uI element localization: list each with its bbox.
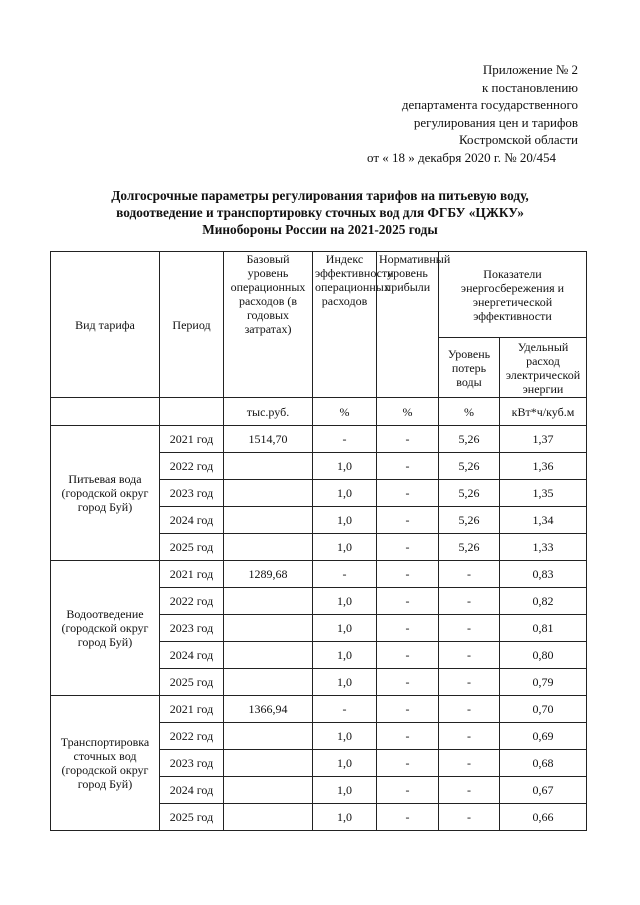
water-loss-cell: -: [439, 723, 500, 750]
electricity-cell: 1,35: [500, 480, 587, 507]
normative-profit-cell: -: [377, 777, 439, 804]
period-cell: 2023 год: [160, 615, 224, 642]
unit-water-loss: %: [439, 398, 500, 426]
water-loss-cell: -: [439, 750, 500, 777]
period-cell: 2022 год: [160, 723, 224, 750]
electricity-cell: 1,34: [500, 507, 587, 534]
period-cell: 2021 год: [160, 426, 224, 453]
tariff-type-cell: Транспортировка сточных вод (городской округ город Буй): [51, 696, 160, 831]
efficiency-index-cell: 1,0: [313, 804, 377, 831]
efficiency-index-cell: 1,0: [313, 777, 377, 804]
table-row: [51, 426, 587, 453]
base-level-cell: [224, 615, 313, 642]
water-loss-cell: 5,26: [439, 507, 500, 534]
normative-profit-cell: -: [377, 507, 439, 534]
electricity-cell: 0,70: [500, 696, 587, 723]
title-line: Долгосрочные параметры регулирования тарифов на питьевую воду,: [111, 188, 529, 203]
base-level-cell: [224, 777, 313, 804]
efficiency-index-cell: 1,0: [313, 669, 377, 696]
base-level-cell: [224, 750, 313, 777]
header-energy-group: Показатели энергосбережения и энергетической эффективности: [439, 252, 587, 338]
period-cell: 2024 год: [160, 507, 224, 534]
period-cell: 2023 год: [160, 750, 224, 777]
base-level-cell: 1514,70: [224, 426, 313, 453]
efficiency-index-cell: -: [313, 696, 377, 723]
header-efficiency-index: Индекс эффективности операционных расходов: [313, 252, 377, 398]
unit-empty: [160, 398, 224, 426]
electricity-cell: 0,67: [500, 777, 587, 804]
appendix-line: к постановлению: [481, 79, 578, 95]
normative-profit-cell: -: [377, 642, 439, 669]
normative-profit-cell: -: [377, 480, 439, 507]
normative-profit-cell: -: [377, 669, 439, 696]
header-electricity: Удельный расход электрической энергии: [500, 338, 587, 398]
appendix-header: [278, 61, 578, 167]
electricity-cell: 1,36: [500, 453, 587, 480]
header-water-loss: Уровень потерь воды: [439, 338, 500, 398]
water-loss-cell: -: [439, 777, 500, 804]
period-cell: 2021 год: [160, 561, 224, 588]
document-title: [40, 187, 600, 238]
normative-profit-cell: -: [377, 588, 439, 615]
appendix-line: регулирования цен и тарифов: [413, 114, 578, 130]
base-level-cell: [224, 480, 313, 507]
water-loss-cell: -: [439, 588, 500, 615]
electricity-cell: 1,33: [500, 534, 587, 561]
base-level-cell: [224, 453, 313, 480]
header-base-level: Базовый уровень операционных расходов (в годовых затратах): [224, 252, 313, 398]
period-cell: 2025 год: [160, 804, 224, 831]
efficiency-index-cell: 1,0: [313, 723, 377, 750]
efficiency-index-cell: 1,0: [313, 588, 377, 615]
appendix-line: Приложение № 2: [482, 62, 578, 77]
normative-profit-cell: -: [377, 696, 439, 723]
period-cell: 2022 год: [160, 588, 224, 615]
tariff-type-cell: Питьевая вода (городской округ город Буй): [51, 426, 160, 561]
water-loss-cell: -: [439, 615, 500, 642]
base-level-cell: 1289,68: [224, 561, 313, 588]
normative-profit-cell: -: [377, 804, 439, 831]
normative-profit-cell: -: [377, 561, 439, 588]
table-row: [51, 696, 587, 723]
period-cell: 2023 год: [160, 480, 224, 507]
electricity-cell: 1,37: [500, 426, 587, 453]
water-loss-cell: -: [439, 669, 500, 696]
header-tariff-type: Вид тарифа: [51, 252, 160, 398]
appendix-date-line: от « 18 » декабря 2020 г. № 20/454: [366, 149, 556, 165]
period-cell: 2025 год: [160, 534, 224, 561]
unit-normative-profit: %: [377, 398, 439, 426]
normative-profit-cell: -: [377, 453, 439, 480]
appendix-line: Костромской области: [458, 132, 578, 148]
base-level-cell: [224, 534, 313, 561]
water-loss-cell: 5,26: [439, 453, 500, 480]
water-loss-cell: -: [439, 696, 500, 723]
electricity-cell: 0,81: [500, 615, 587, 642]
appendix-line: департамента государственного: [401, 97, 578, 113]
water-loss-cell: 5,26: [439, 534, 500, 561]
period-cell: 2024 год: [160, 642, 224, 669]
water-loss-cell: 5,26: [439, 480, 500, 507]
unit-electricity: кВт*ч/куб.м: [500, 398, 587, 426]
header-normative-profit: Нормативный уровень прибыли: [377, 252, 439, 398]
period-cell: 2022 год: [160, 453, 224, 480]
unit-efficiency-index: %: [313, 398, 377, 426]
efficiency-index-cell: 1,0: [313, 480, 377, 507]
efficiency-index-cell: -: [313, 426, 377, 453]
electricity-cell: 0,66: [500, 804, 587, 831]
base-level-cell: [224, 507, 313, 534]
period-cell: 2024 год: [160, 777, 224, 804]
water-loss-cell: -: [439, 561, 500, 588]
water-loss-cell: -: [439, 642, 500, 669]
base-level-cell: 1366,94: [224, 696, 313, 723]
electricity-cell: 0,79: [500, 669, 587, 696]
base-level-cell: [224, 804, 313, 831]
base-level-cell: [224, 669, 313, 696]
electricity-cell: 0,80: [500, 642, 587, 669]
efficiency-index-cell: 1,0: [313, 507, 377, 534]
base-level-cell: [224, 723, 313, 750]
title-line: водоотведение и транспортировку сточных вод для ФГБУ «ЦЖКУ»: [116, 205, 524, 220]
base-level-cell: [224, 642, 313, 669]
normative-profit-cell: -: [377, 723, 439, 750]
water-loss-cell: 5,26: [439, 426, 500, 453]
table-row: [51, 561, 587, 588]
unit-base-level: тыс.руб.: [224, 398, 313, 426]
title-line: Минобороны России на 2021-2025 годы: [202, 222, 438, 237]
base-level-cell: [224, 588, 313, 615]
electricity-cell: 0,69: [500, 723, 587, 750]
efficiency-index-cell: 1,0: [313, 453, 377, 480]
tariff-parameters-table: [50, 251, 587, 831]
efficiency-index-cell: 1,0: [313, 615, 377, 642]
period-cell: 2025 год: [160, 669, 224, 696]
unit-empty: [51, 398, 160, 426]
water-loss-cell: -: [439, 804, 500, 831]
header-period: Период: [160, 252, 224, 398]
efficiency-index-cell: -: [313, 561, 377, 588]
efficiency-index-cell: 1,0: [313, 642, 377, 669]
normative-profit-cell: -: [377, 615, 439, 642]
tariff-type-cell: Водоотведение (городской округ город Буй): [51, 561, 160, 696]
efficiency-index-cell: 1,0: [313, 534, 377, 561]
electricity-cell: 0,68: [500, 750, 587, 777]
electricity-cell: 0,82: [500, 588, 587, 615]
normative-profit-cell: -: [377, 426, 439, 453]
normative-profit-cell: -: [377, 750, 439, 777]
normative-profit-cell: -: [377, 534, 439, 561]
period-cell: 2021 год: [160, 696, 224, 723]
efficiency-index-cell: 1,0: [313, 750, 377, 777]
electricity-cell: 0,83: [500, 561, 587, 588]
